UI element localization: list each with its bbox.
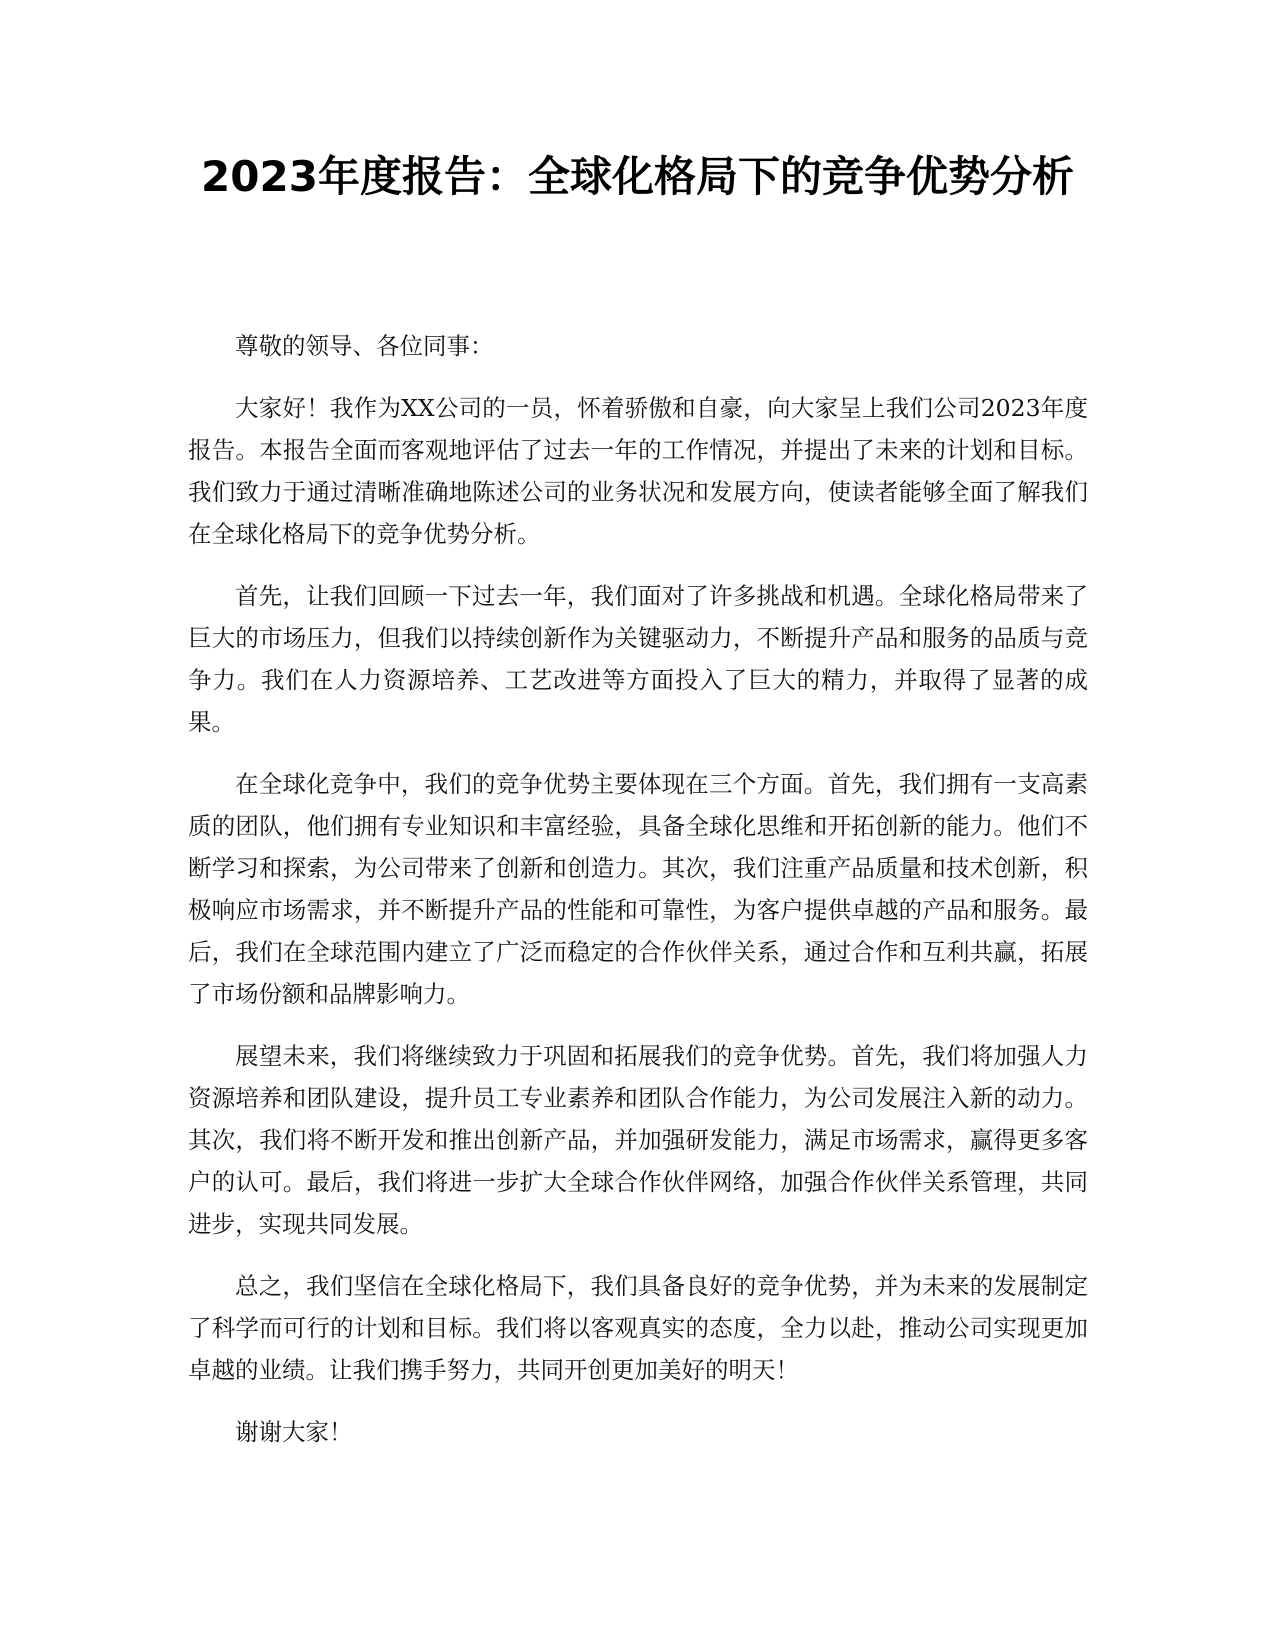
review-paragraph: 首先，让我们回顾一下过去一年，我们面对了许多挑战和机遇。全球化格局带来了巨大的市场压力，但我们以持续创新作为关键驱动力，不断提升产品和服务的品质与竞争力。我们在人力资源培养、工艺改进等方面投入了巨大的精力，并取得了显著的成果。 (188, 582, 1088, 736)
conclusion-paragraph: 总之，我们坚信在全球化格局下，我们具备良好的竞争优势，并为未来的发展制定了科学而可行的计划和目标。我们将以客观真实的态度，全力以赴，推动公司实现更加卓越的业绩。让我们携手努力，共同开创更加美好的明天！ (188, 1272, 1088, 1384)
document-body (188, 325, 1088, 1473)
outlook-paragraph: 展望未来，我们将继续致力于巩固和拓展我们的竞争优势。首先，我们将加强人力资源培养和团队建设，提升员工专业素养和团队合作能力，为公司发展注入新的动力。其次，我们将不断开发和推出创新产品，并加强研发能力，满足市场需求，赢得更多客户的认可。最后，我们将进一步扩大全球合作伙伴网络，加强合作伙伴关系管理，共同进步，实现共同发展。 (188, 1042, 1088, 1238)
closing-paragraph: 谢谢大家！ (235, 1418, 353, 1446)
document-title: 2023年度报告：全球化格局下的竞争优势分析 (201, 152, 1074, 201)
salutation-paragraph: 尊敬的领导、各位同事： (235, 332, 494, 360)
intro-paragraph: 大家好！我作为XX公司的一员，怀着骄傲和自豪，向大家呈上我们公司2023年度报告。本报告全面而客观地评估了过去一年的工作情况，并提出了未来的计划和目标。我们致力于通过清晰准确地陈述公司的业务状况和发展方向，使读者能够全面了解我们在全球化格局下的竞争优势分析。 (188, 394, 1088, 548)
advantages-paragraph: 在全球化竞争中，我们的竞争优势主要体现在三个方面。首先，我们拥有一支高素质的团队，他们拥有专业知识和丰富经验，具备全球化思维和开拓创新的能力。他们不断学习和探索，为公司带来了创新和创造力。其次，我们注重产品质量和技术创新，积极响应市场需求，并不断提升产品的性能和可靠性，为客户提供卓越的产品和服务。最后，我们在全球范围内建立了广泛而稳定的合作伙伴关系，通过合作和互利共赢，拓展了市场份额和品牌影响力。 (188, 770, 1088, 1008)
